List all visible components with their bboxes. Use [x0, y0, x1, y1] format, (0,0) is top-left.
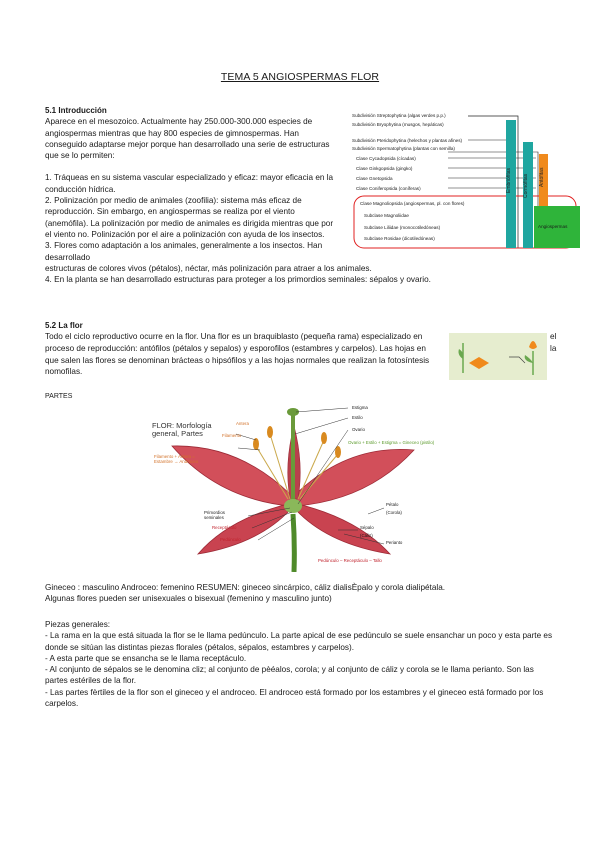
list-line: - Las partes fèrtiles de la flor son el gineceo y el androceo. El androceo está formado por los estambres y el gineceo está formado por los — [45, 687, 544, 697]
taxonomy-line: Subclase Rosidae (dicotiledóneas) — [364, 236, 435, 241]
receptaculo-label: Receptáculo — [212, 525, 237, 530]
estilo-label: Estilo — [352, 415, 363, 420]
pedunculo-label: Pedúnculo — [220, 537, 241, 542]
list-line: 4. En la planta se han desarrollado estructuras para proteger a los primordios seminales: sépalos y ovario. — [45, 275, 431, 285]
ovario-label: Ovario — [352, 427, 365, 432]
estigma-label: Estigma — [352, 405, 368, 410]
flower-sprout-icon — [449, 333, 547, 380]
page-title: TEMA 5 ANGIOSPERMAS FLOR — [220, 71, 380, 83]
perianto-label: Perianto — [386, 540, 403, 545]
piezas-generales-block — [45, 619, 552, 709]
paragraph-line: Gineceo : masculino Androceo: femenino RESUMEN: gineceo sincárpico, cáliz dialisÈpalo y corola dialipétala. — [45, 583, 446, 592]
sepalo-label: Sépalo — [360, 525, 374, 530]
taxonomy-line: Subdivisión Bryophytina (musgos, hepáticas) — [352, 122, 444, 127]
antera-label: Antera — [236, 421, 249, 426]
list-line: el viento no. Polinización por el aire a polinización con ayuda de los insectos. — [45, 229, 325, 239]
taxonomy-line: Clase Coniferopsida (coníferas) — [356, 186, 421, 191]
list-line: 1. Tráqueas en su sistema vascular especializado y eficaz: mayor eficacia en la — [45, 173, 334, 183]
paragraph-line: Aparece en el mesozoico. Actualmente hay 250.000-300.000 especies de — [45, 117, 313, 127]
bract-illustration — [449, 333, 547, 380]
list-line: 2. Polinización por medio de animales (zoofilia): sistema más eficaz de — [45, 196, 302, 206]
taxonomy-figure — [348, 110, 580, 250]
paragraph-line: el — [550, 332, 557, 341]
list-line: - A esta parte que se ensancha se le llama receptáculo. — [45, 653, 247, 663]
list-line: carpelos. — [45, 699, 79, 709]
corola-label: (Corola) — [386, 510, 402, 515]
primordios-label: Primordios seminales — [204, 510, 225, 520]
list-line: estructuras de colores vivos (pétalos), néctar, más polinización para atraer a los animales. — [45, 263, 372, 273]
taxonomy-line: Subdivisión Pteridophytina (helechos y plantas afines) — [352, 138, 463, 143]
section-heading: 5.2 La flor — [45, 321, 83, 330]
section-heading: Piezas generales: — [45, 620, 111, 629]
paragraph-line: nomofilas. — [45, 367, 83, 376]
paragraph-line: conseguido adaptarse mejor porque han desarrollado una serie de estructuras — [45, 139, 330, 149]
caliz-label: (Cáliz) — [360, 533, 373, 538]
taxonomy-line: Clase Magnoliopsida (angiospermas, pl. con flores) — [360, 201, 465, 206]
filamento-label: Filamento — [222, 433, 242, 438]
angiospermas-label: Angiospermas — [538, 224, 568, 229]
paragraph-line: angiospermas mientras que hay 800 especies de gimnospermas. Han — [45, 128, 299, 138]
list-line: partes estériles de la flor. — [45, 676, 137, 686]
list-line: desarrollado — [45, 252, 91, 262]
paragraph-line: la — [550, 344, 557, 353]
paragraph-line: que se lo permiten: — [45, 151, 115, 161]
paragraph-line: proceso de reproducción: antófilos (pétalos y sepalos) y esporofilos (estambres y carpelos). Las hojas en — [45, 344, 426, 353]
estambre-label: Filamento + Antera = Estambre → Androceo — [154, 454, 199, 464]
petalo-label: Pétalo — [386, 502, 399, 507]
taxonomy-line: Clase Ginkgopsida (gingko) — [356, 166, 413, 171]
list-line: reproducción. Sin embargo, en angiospermas se realiza por el viento — [45, 207, 295, 217]
flower-diagram — [148, 404, 438, 572]
list-line: - La rama en la que está situada la flor se le llama pedúnculo. La parte apical de ese pedúnculo se suele ensanchar un poco y esta parte es — [45, 631, 553, 641]
paragraph-line: Algunas flores pueden ser unisexuales o bisexual (femenino y masculino junto) — [45, 594, 332, 604]
taxonomy-line: Subdivisión Streptophytina (algas verdes p.p.) — [352, 113, 446, 118]
list-line: 3. Flores como adaptación a los animales, generalmente a los insectos. Han — [45, 241, 323, 251]
flower-footer-label: Pedúnculo – Receptáculo – Tallo — [318, 558, 382, 563]
taxonomy-line: Clase Cycadopsida (cícadas) — [356, 156, 416, 161]
taxonomy-line: Subclase Magnoliidae — [364, 213, 409, 218]
list-line: conducción hídrica. — [45, 184, 116, 194]
cormofitas-label: Cormófitas — [523, 173, 529, 199]
taxonomy-line: Subclase Liliidae (monocotiledóneas) — [364, 225, 441, 230]
list-line: (anemófila). La polinización por medio de animales es dirigida mientras que por — [45, 218, 334, 228]
pistilo-label: Ovario + Estilo + Estigma = Gineceo (pistilo) — [348, 440, 435, 445]
flower-figure-title: FLOR: Morfología general, Partes — [152, 421, 212, 438]
list-line: donde se sitúan las distintas piezas florales (pétalos, sépalos, estambres y carpelos). — [45, 642, 355, 652]
embriofitas-label: Embriófitas — [506, 167, 512, 193]
paragraph-line: que salen las flores se denominan brácteas o hipsófilos y a las hojas normales que realizan la fotosíntesis — [45, 356, 430, 365]
partes-label: PARTES — [45, 393, 73, 400]
summary-block — [45, 582, 445, 605]
taxonomy-line: Clase Gnetopsida — [356, 176, 393, 181]
antofitas-label: Antófitas — [539, 167, 545, 188]
taxonomy-line: Subdivisión Spermatophytina (plantas con semilla) — [352, 146, 455, 151]
section-heading: 5.1 Introducción — [45, 106, 107, 115]
paragraph-line: Todo el ciclo reproductivo ocurre en la flor. Una flor es un braquiblasto (pequeña rama) especializado en — [45, 332, 423, 341]
list-line: - Al conjunto de sépalos se le denomina cliz; al conjunto de pèéalos, corola; y al conjunto de cáliz y corola se le llama perianto. Son las — [45, 665, 534, 675]
